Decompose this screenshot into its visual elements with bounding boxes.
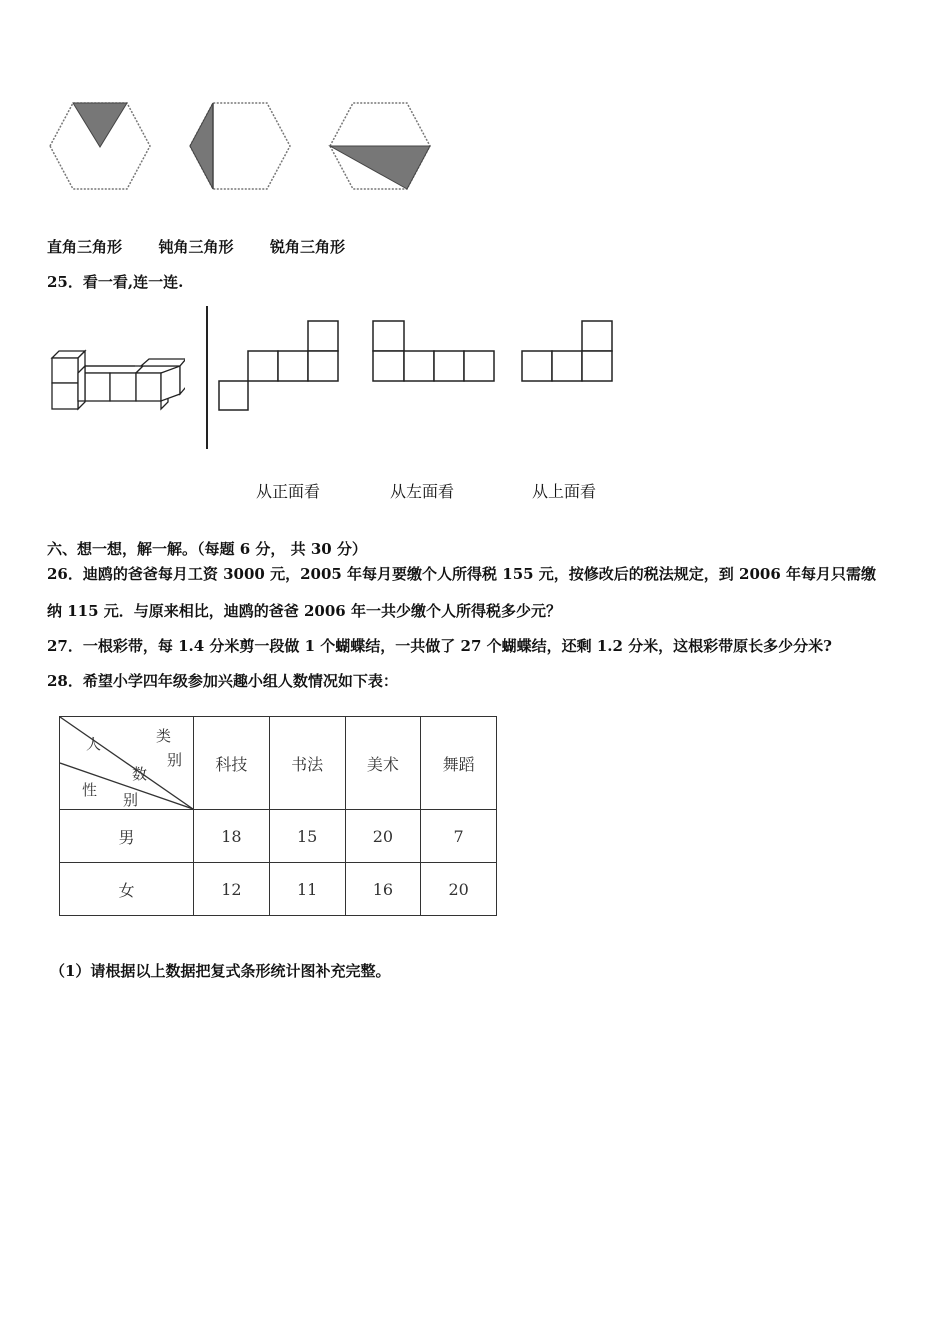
view-grid-2 <box>372 320 496 383</box>
table-cell: 7 <box>421 810 497 863</box>
section6-title: 六、想一想，解一解。（每题 6 分， 共 30 分） <box>47 540 367 558</box>
view-label-left: 从左面看 <box>390 482 455 501</box>
view-label-front: 从正面看 <box>256 482 321 501</box>
view-label-top: 从上面看 <box>532 482 597 501</box>
q26-line2: 纳 115 元．与原来相比，迪鸥的爸爸 2006 年一共少缴个人所得税多少元？ <box>47 602 561 620</box>
hexagon-1 <box>50 103 150 189</box>
q26-line1: 26．迪鸥的爸爸每月工资 3000 元，2005 年每月要缴个人所得税 155 元，按修改后的税法规定，到 2006 年每月只需缴 <box>47 565 876 583</box>
hexagon-2 <box>190 103 290 189</box>
diag-xing: 性 <box>82 781 98 799</box>
diag-bie2: 别 <box>123 791 139 809</box>
divider-line <box>206 306 208 449</box>
diag-lei: 类 <box>156 727 172 745</box>
hexagon-3 <box>330 103 430 189</box>
triangle-labels <box>47 236 345 257</box>
view-grid-1 <box>218 320 340 412</box>
table-cell: 20 <box>345 810 421 863</box>
table-cell: 16 <box>345 863 421 916</box>
row-label: 男 <box>60 810 194 863</box>
table-row <box>60 810 497 863</box>
col-header: 舞蹈 <box>421 717 497 810</box>
triangle-label-obtuse: 钝角三角形 <box>158 238 234 256</box>
col-header: 美术 <box>345 717 421 810</box>
diag-shu: 数 <box>132 765 148 783</box>
diag-bie1: 别 <box>167 751 183 769</box>
table-cell: 11 <box>269 863 345 916</box>
q28-title: 28．希望小学四年级参加兴趣小组人数情况如下表： <box>47 672 398 690</box>
hexagon-triangles-figure <box>40 95 450 200</box>
view-grid-3 <box>521 320 615 383</box>
table-cell: 12 <box>194 863 270 916</box>
q27-text: 27．一根彩带，每 1.4 分米剪一段做 1 个蝴蝶结，一共做了 27 个蝴蝶结，还剩 1.2 分米，这根彩带原长多少分米? <box>47 637 832 655</box>
table-cell: 18 <box>194 810 270 863</box>
obtuse-triangle-shaded <box>190 103 213 189</box>
interest-group-table <box>59 716 497 916</box>
diagonal-header-cell <box>60 717 194 810</box>
row-label: 女 <box>60 863 194 916</box>
table-row <box>60 863 497 916</box>
q25-title: 25．看一看,连一连. <box>47 273 184 291</box>
q28-sub1: （1）请根据以上数据把复式条形统计图补充完整。 <box>50 962 391 980</box>
triangle-label-acute: 锐角三角形 <box>269 238 345 256</box>
cube-solid-figure <box>45 345 185 415</box>
col-header: 科技 <box>194 717 270 810</box>
diag-ren: 人 <box>86 735 102 753</box>
table-cell: 20 <box>421 863 497 916</box>
table-cell: 15 <box>269 810 345 863</box>
triangle-label-right: 直角三角形 <box>47 238 123 256</box>
col-header: 书法 <box>269 717 345 810</box>
